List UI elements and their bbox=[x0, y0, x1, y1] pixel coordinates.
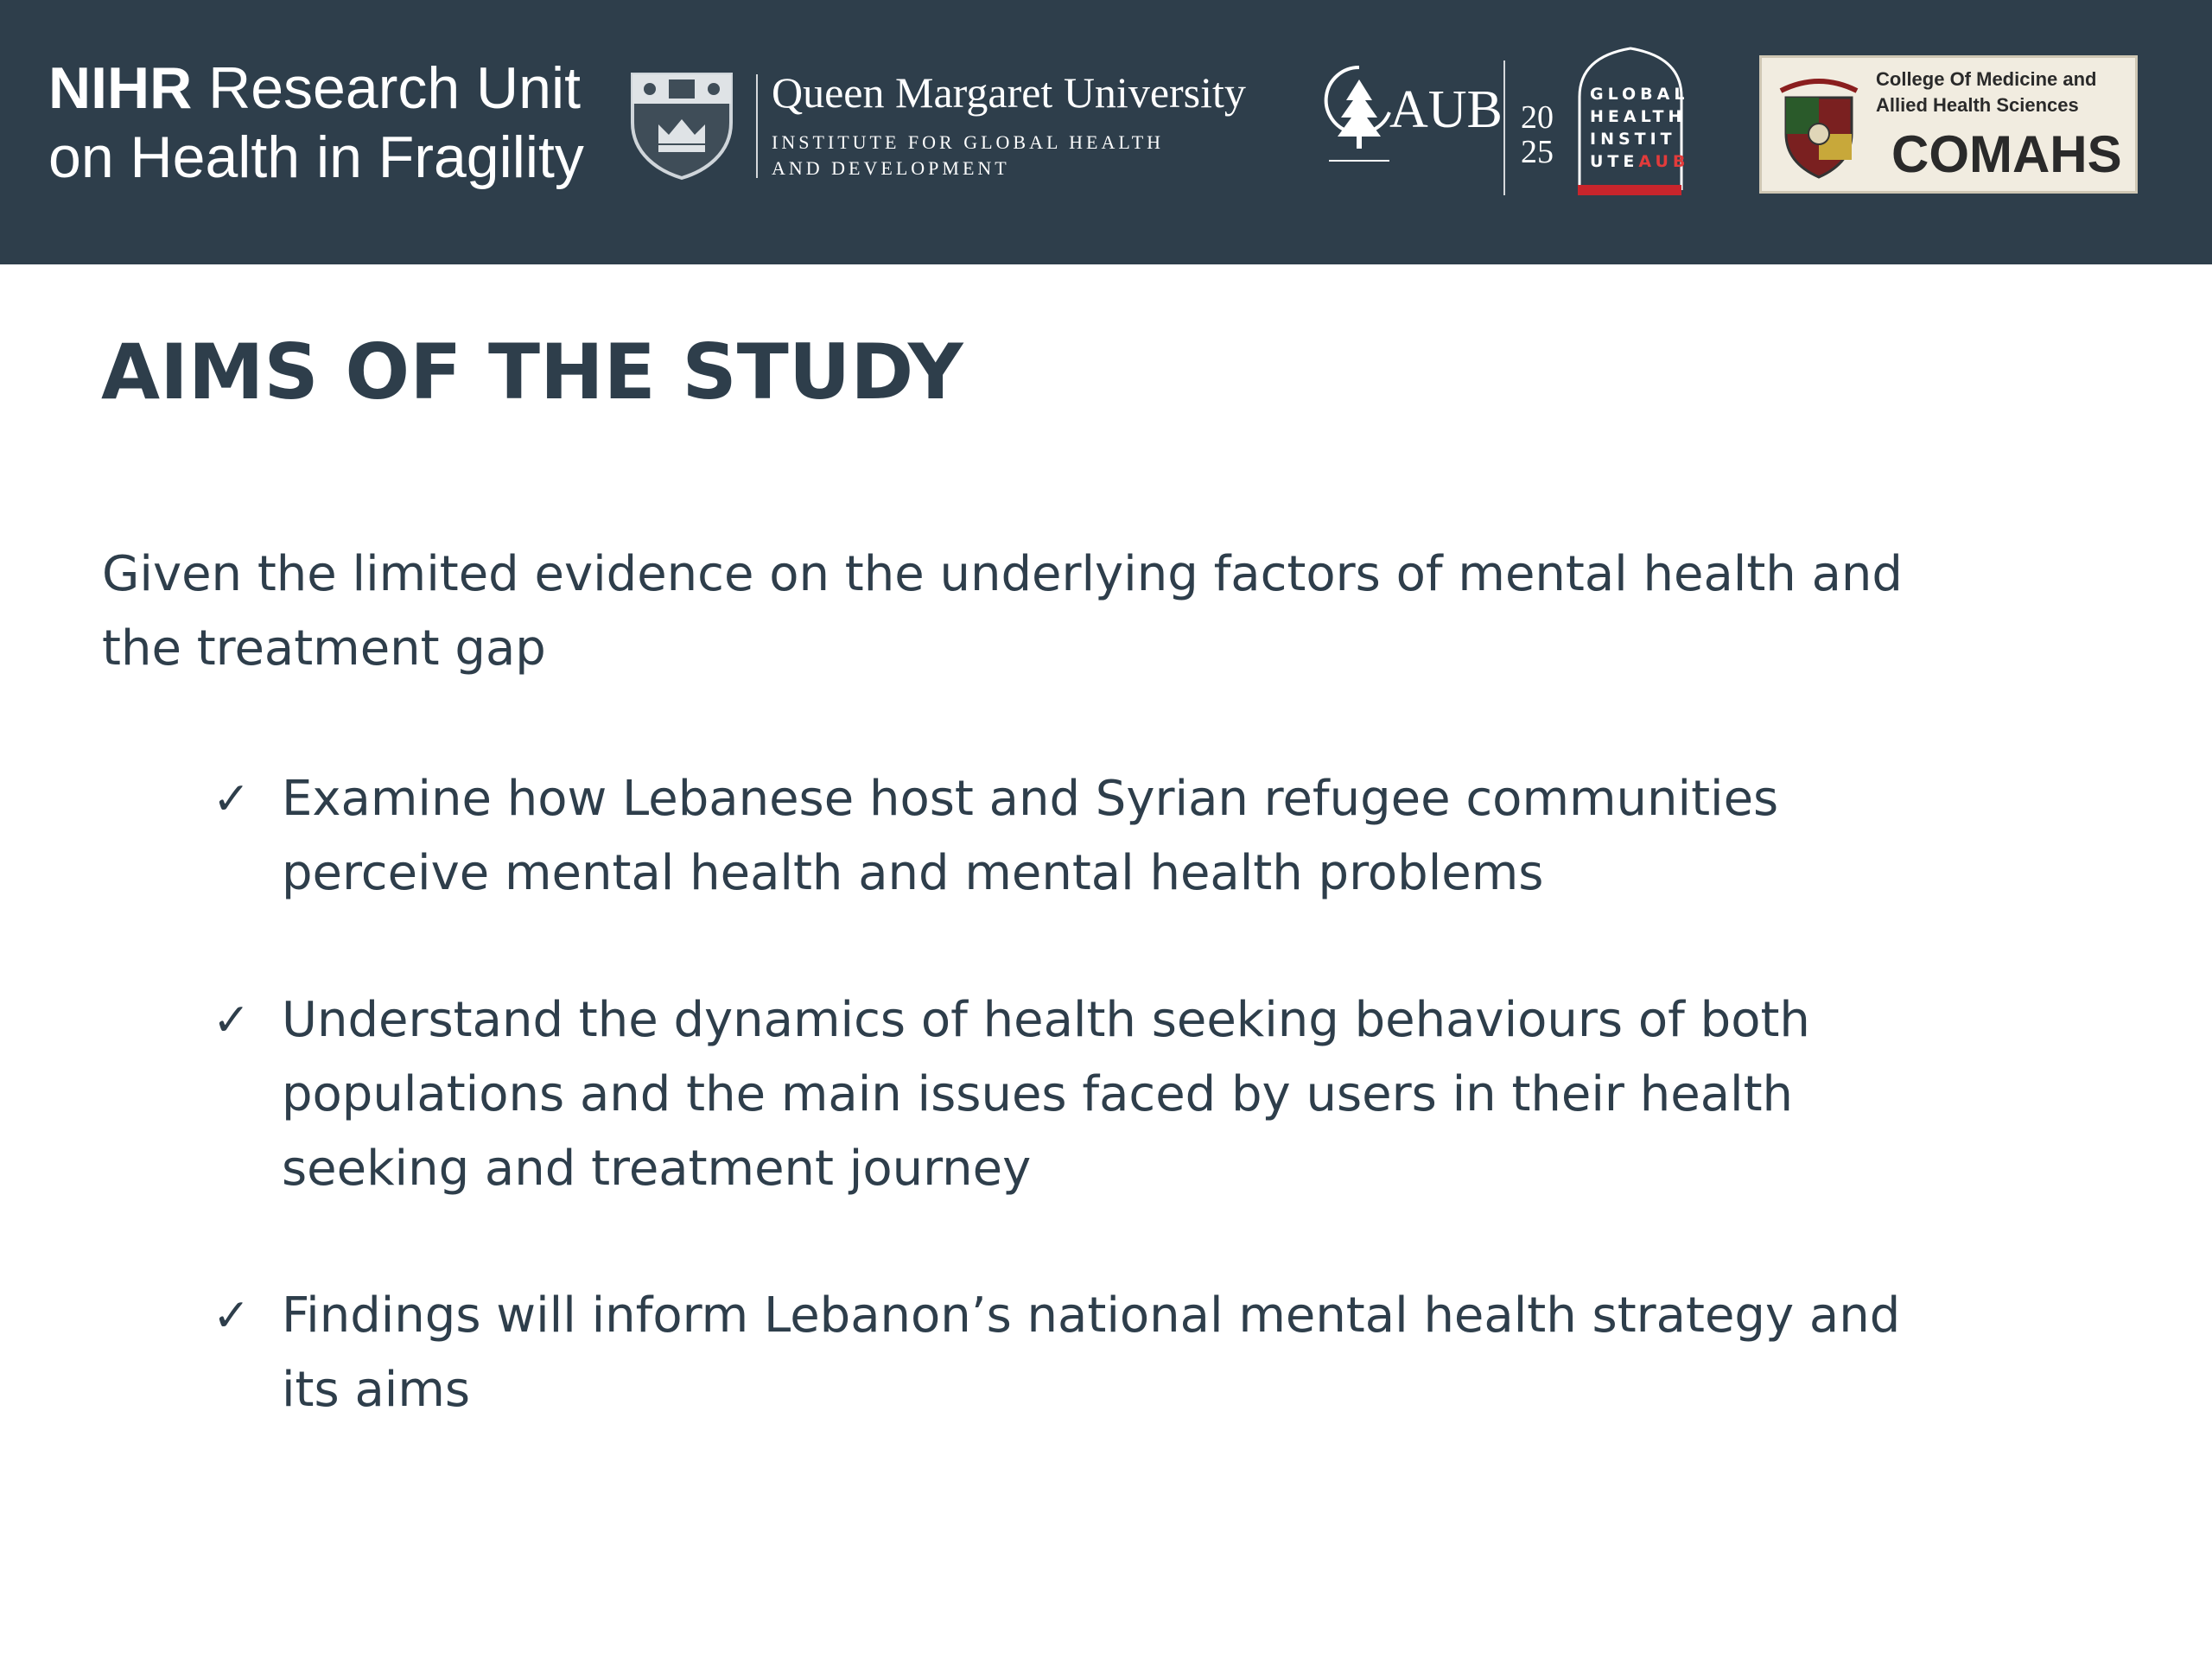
comahs-title bbox=[1876, 67, 2096, 118]
comahs-title-line2: Allied Health Sciences bbox=[1876, 94, 2079, 116]
header-banner bbox=[0, 0, 2212, 264]
qmu-sub-line2: AND DEVELOPMENT bbox=[772, 157, 1010, 179]
qmu-divider bbox=[756, 74, 758, 178]
aub-year-top: 20 bbox=[1521, 99, 1554, 136]
aim-text-2: Understand the dynamics of health seeking behaviours of both populations and the main issues faced by users in their health seeking and treatment journey bbox=[282, 992, 1810, 1197]
qmu-sub-line1: INSTITUTE FOR GLOBAL HEALTH bbox=[772, 131, 1165, 153]
comahs-title-line1: College Of Medicine and bbox=[1876, 68, 2097, 90]
comahs-crest-icon bbox=[1774, 68, 1864, 182]
ghi-red-bar bbox=[1578, 185, 1681, 195]
nihr-abbr: NIHR bbox=[48, 55, 193, 121]
aub-year bbox=[1521, 100, 1554, 169]
ghi-line4-b: AUB bbox=[1638, 152, 1690, 171]
comahs-acronym: COMAHS bbox=[1891, 125, 2122, 183]
ghi-line4-a: UTE bbox=[1590, 152, 1639, 171]
nihr-line2: on Health in Fragility bbox=[48, 124, 584, 190]
ghi-line2: HEALTH bbox=[1590, 107, 1687, 126]
comahs-logo bbox=[1759, 55, 2138, 194]
aub-wordmark: AUB bbox=[1389, 80, 1503, 139]
nihr-logo-text bbox=[48, 54, 584, 192]
check-icon: ✓ bbox=[213, 1290, 251, 1342]
check-icon: ✓ bbox=[213, 773, 251, 825]
aub-cedar-emblem-icon bbox=[1320, 60, 1398, 173]
aim-text-3: Findings will inform Lebanon’s national mental health strategy and its aims bbox=[282, 1287, 1901, 1418]
ghi-line1: GLOBAL bbox=[1590, 85, 1689, 104]
nihr-line1: Research Unit bbox=[208, 55, 581, 121]
intro-text: Given the limited evidence on the underlying factors of mental health and the treatment gap bbox=[102, 546, 1903, 677]
slide-title: AIMS OF THE STUDY bbox=[101, 327, 963, 416]
aim-text-1: Examine how Lebanese host and Syrian refugee communities perceive mental health and mental health problems bbox=[282, 771, 1779, 901]
ghi-wordmark bbox=[1590, 83, 1689, 173]
qmu-shield-logo bbox=[626, 69, 738, 181]
ghi-line3: INSTIT bbox=[1590, 130, 1676, 149]
aub-year-bottom: 25 bbox=[1521, 134, 1554, 170]
qmu-subtitle bbox=[772, 130, 1164, 181]
check-icon: ✓ bbox=[213, 995, 251, 1046]
qmu-name: Queen Margaret University bbox=[772, 68, 1246, 117]
aub-divider bbox=[1503, 60, 1505, 195]
